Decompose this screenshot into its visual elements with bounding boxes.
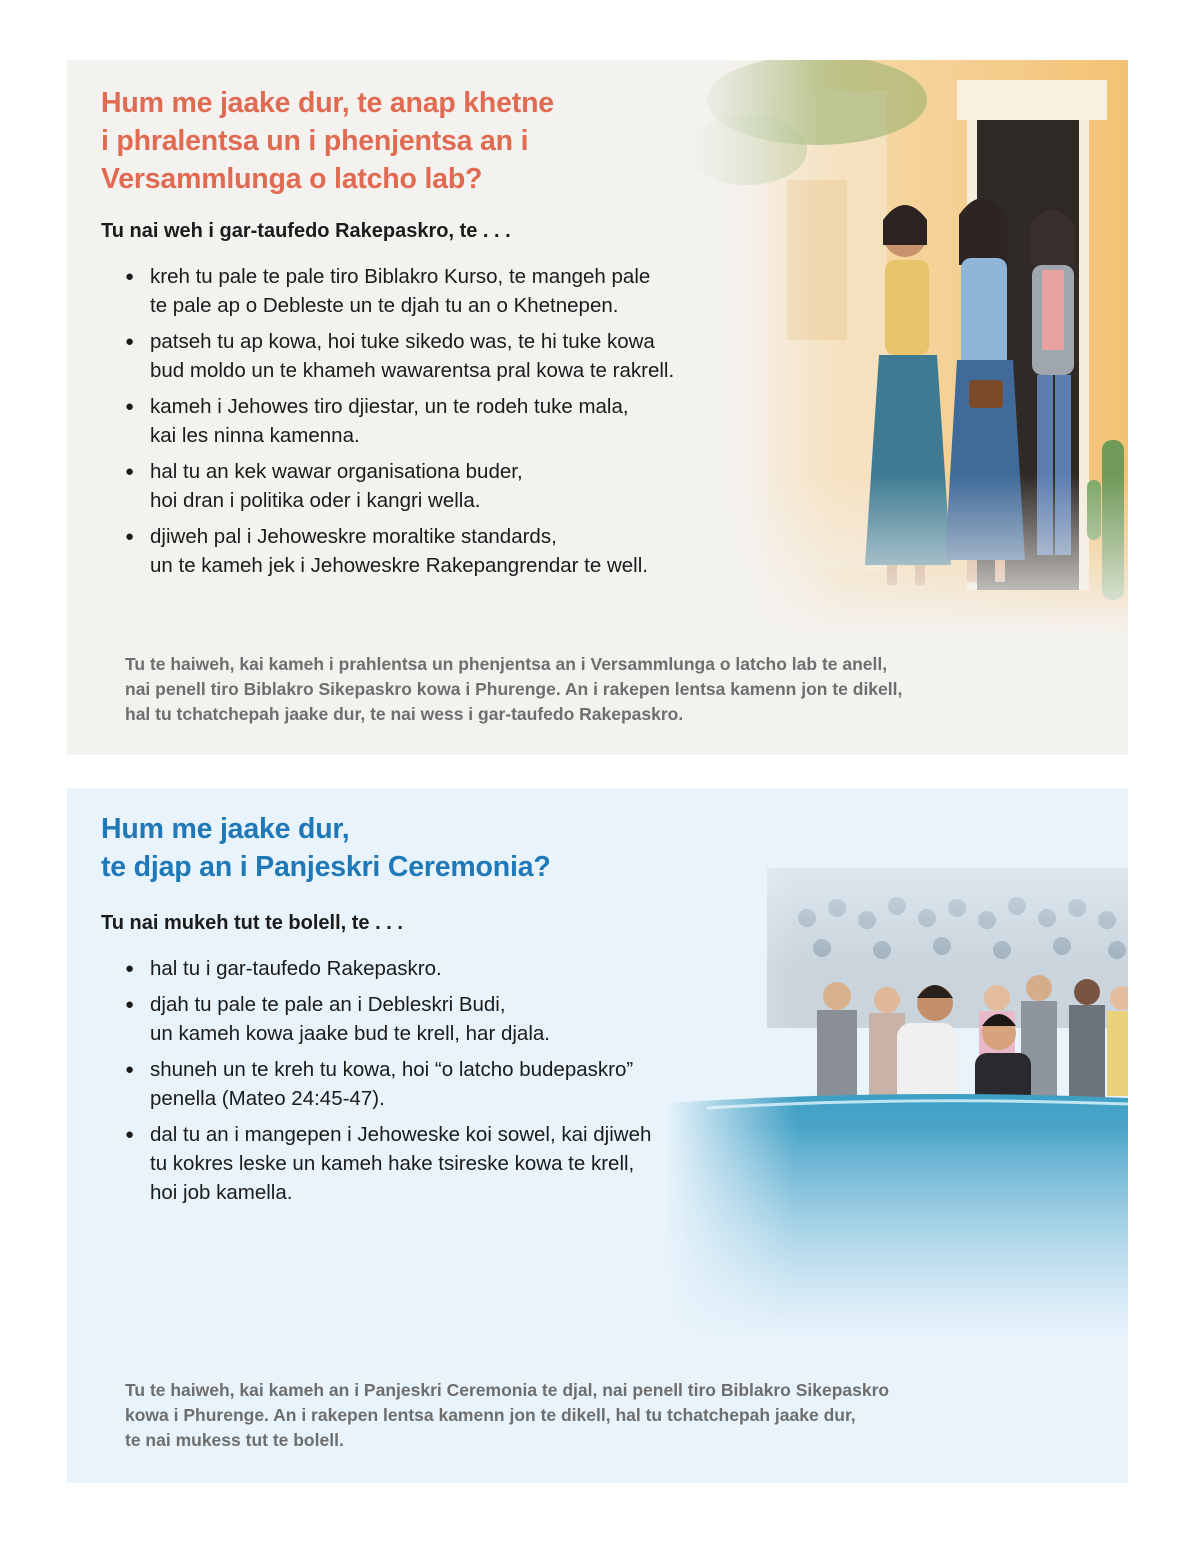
section-1-lead: Tu nai weh i gar-taufedo Rakepaskro, te . . . [101, 220, 511, 242]
bullet-item [125, 1055, 651, 1113]
bullet-line: tu kokres leske un kameh hake tsireske kowa te krell, [150, 1152, 635, 1175]
bullet-item [125, 954, 651, 983]
bullet-line: ● djiweh pal i Jehoweskre moraltike standards, [150, 525, 557, 548]
bullet-line: hoi job kamella. [150, 1181, 293, 1204]
bullet-line: ● kreh tu pale te pale tiro Biblakro Kurso, te mangeh pale [150, 265, 651, 288]
note-line: kowa i Phurenge. An i rakepen lentsa kamenn jon te dikell, hal tu tchatchepah jaake dur, [125, 1405, 856, 1425]
section-1-title-line: Hum me jaake dur, te anap khetne [101, 87, 554, 119]
bullet-line: bud moldo un te khameh wawarentsa pral kowa te rakrell. [150, 359, 675, 382]
note-line: te nai mukess tut te bolell. [125, 1430, 344, 1450]
section-2-title-line: Hum me jaake dur, [101, 813, 350, 845]
bullet-line: un kameh kowa jaake bud te krell, har djala. [150, 1022, 550, 1045]
bullet-item [125, 457, 674, 515]
note-line: Tu te haiweh, kai kameh an i Panjeskri Ceremonia te djal, nai penell tiro Biblakro Sikepaskro [125, 1380, 890, 1400]
section-1-bullet-list [125, 262, 674, 587]
bullet-item [125, 990, 651, 1048]
section-1-title-line: i phralentsa un i phenjentsa an i [101, 125, 529, 157]
preaching-section [67, 60, 1128, 755]
section-1-title-line: Versammlunga o latcho lab? [101, 163, 483, 195]
note-line: nai penell tiro Biblakro Sikepaskro kowa i Phurenge. An i rakepen lentsa kamenn jon te dikell, [125, 679, 903, 699]
bullet-item [125, 327, 674, 385]
bullet-line: ● shuneh un te kreh tu kowa, hoi “o latcho budepaskro” [150, 1058, 634, 1081]
bullet-line: ● dal tu an i mangepen i Jehoweske koi sowel, kai djiweh [150, 1123, 652, 1146]
bullet-line: ● kameh i Jehowes tiro djiestar, un te rodeh tuke mala, [150, 395, 629, 418]
note-line: hal tu tchatchepah jaake dur, te nai wess i gar-taufedo Rakepaskro. [125, 704, 684, 724]
section-2-note [125, 1378, 889, 1453]
bullet-line: ● hal tu an kek wawar organisationa buder, [150, 460, 523, 483]
section-1-note [125, 652, 902, 727]
section-2-title-line: te djap an i Panjeskri Ceremonia? [101, 851, 551, 883]
bullet-line: kai les ninna kamenna. [150, 424, 360, 447]
bullet-item [125, 522, 674, 580]
bullet-line: un te kameh jek i Jehoweskre Rakepangrendar te well. [150, 554, 648, 577]
bullet-item [125, 392, 674, 450]
bullet-line: ● hal tu i gar-taufedo Rakepaskro. [150, 957, 442, 980]
bullet-line: ● patseh tu ap kowa, hoi tuke sikedo was, te hi tuke kowa [150, 330, 655, 353]
bullet-line: penella (Mateo 24:45-47). [150, 1087, 385, 1110]
bullet-line: te pale ap o Debleste un te djah tu an o Khetnepen. [150, 294, 619, 317]
note-line: Tu te haiweh, kai kameh i prahlentsa un phenjentsa an i Versammlunga o latcho lab te anell, [125, 654, 888, 674]
bullet-item [125, 1120, 651, 1207]
bullet-item [125, 262, 674, 320]
section-1-title [101, 84, 554, 198]
bullet-line: hoi dran i politika oder i kangri wella. [150, 489, 481, 512]
section-2-lead: Tu nai mukeh tut te bolell, te . . . [101, 912, 403, 934]
bullet-line: ● djah tu pale te pale an i Debleskri Budi, [150, 993, 506, 1016]
baptism-section [67, 788, 1128, 1483]
baptism-illustration [667, 808, 1128, 1338]
section-2-title [101, 810, 551, 886]
section-2-bullet-list [125, 954, 651, 1214]
door-conversation-illustration [687, 60, 1128, 635]
